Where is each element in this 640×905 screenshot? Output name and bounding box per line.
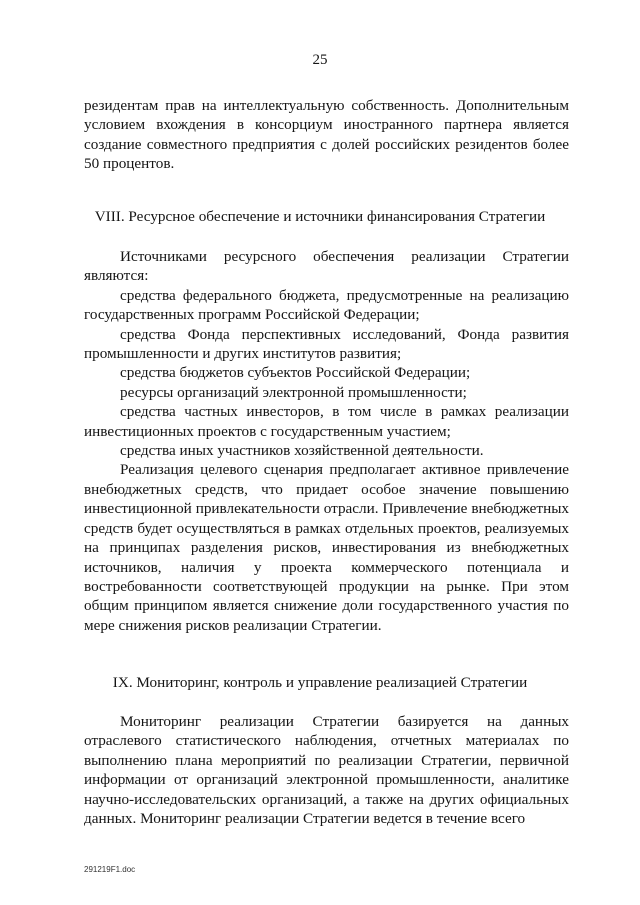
section-8-body bbox=[84, 247, 569, 635]
section-8-lead: Источниками ресурсного обеспечения реализации Стратегии являются: bbox=[84, 248, 569, 285]
funding-source-item: средства Фонда перспективных исследований, Фонда развития промышленности и других институтов развития; bbox=[84, 325, 569, 363]
section-9-heading: IX. Мониторинг, контроль и управление реализацией Стратегии bbox=[112, 674, 528, 691]
funding-source-item: средства федерального бюджета, предусмотренные на реализацию государственных программ Российской Федерации; bbox=[84, 286, 569, 324]
section-8-paragraph: Реализация целевого сценария предполагает активное привлечение внебюджетных средств, что придает особое значение повышению инвестиционной привлекательности отрасли. Привлечение внебюджетных средств будет осуществляться в рамках отдельных проектов, реализуемых на принципах разделения рисков, инвестирования из внебюджетных источников, наличия у проекта коммерческого потенциала и востребованности соответствующей продукции на рынке. При этом общим принципом является снижение доли государственного участия по мере снижения рисков реализации Стратегии. bbox=[84, 461, 569, 634]
section-8-heading: VIII. Ресурсное обеспечение и источники финансирования Стратегии bbox=[94, 208, 546, 225]
footer-filename: 291219F1.doc bbox=[84, 865, 136, 874]
intro-paragraph: резидентам прав на интеллектуальную собственность. Дополнительным условием вхождения в консорциум иностранного партнера является создание совместного предприятия с долей российских резидентов более 50 процентов. bbox=[84, 97, 569, 173]
page-number: 25 bbox=[312, 52, 328, 68]
funding-source-item: средства бюджетов субъектов Российской Федерации; bbox=[120, 364, 471, 382]
funding-source-item: средства иных участников хозяйственной деятельности. bbox=[120, 442, 484, 460]
funding-source-item: средства частных инвесторов, в том числе в рамках реализации инвестиционных проектов с государственным участием; bbox=[84, 403, 569, 440]
section-9-body bbox=[84, 712, 569, 828]
intro-paragraph-block bbox=[84, 96, 569, 174]
funding-source-item: ресурсы организаций электронной промышленности; bbox=[120, 383, 467, 401]
section-9-paragraph: Мониторинг реализации Стратегии базируется на данных отраслевого статистического наблюдения, отчетных материалах по выполнению плана мероприятий по реализации Стратегии, первичной информации от организаций электронной промышленности, аналитике научно-исследовательских организаций, а также на других официальных данных. Мониторинг реализации Стратегии ведется в течение всего bbox=[84, 713, 569, 828]
